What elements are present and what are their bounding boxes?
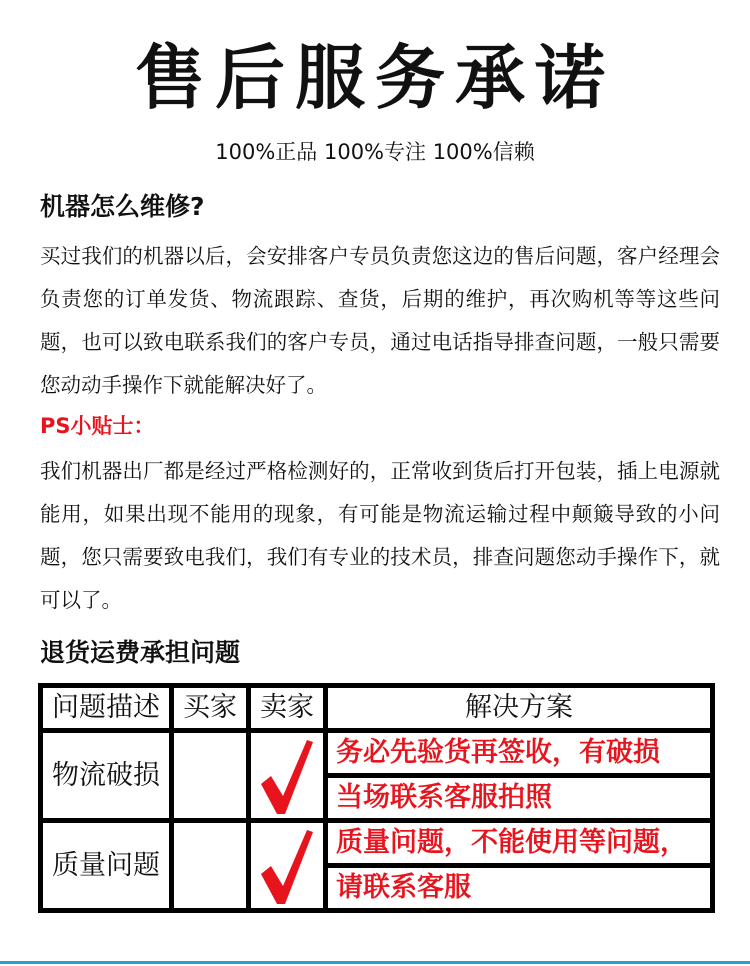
header-issue: 问题描述 — [43, 688, 169, 728]
tip-paragraph: 我们机器出厂都是经过严格检测好的，正常收到货后打开包装，插上电源就能用，如果出现不能用的现象，有可能是物流运输过程中颠簸导致的小问题，您只需要致电我们，我们有专业的技术员，排查问题您动手操作下，就可以了。 — [40, 459, 720, 612]
table-row — [43, 733, 710, 773]
return-policy-table — [38, 683, 715, 913]
header-seller: 卖家 — [251, 688, 323, 728]
section-heading-repair: 机器怎么维修? — [40, 192, 205, 221]
page-subtitle: 100%正品 100%专注 100%信赖 — [215, 140, 535, 164]
check-mark-icon — [259, 736, 315, 816]
buyer-cell — [174, 823, 246, 908]
page-title: 售后服务承诺 — [135, 37, 615, 119]
solution-line: 当场联系客服拍照 — [328, 778, 710, 818]
solution-line: 请联系客服 — [328, 868, 710, 908]
table-row — [43, 823, 710, 863]
header-solution: 解决方案 — [328, 688, 710, 728]
issue-cell: 质量问题 — [43, 823, 169, 908]
check-mark-icon — [259, 826, 315, 906]
section-heading-return-shipping: 退货运费承担问题 — [40, 638, 241, 667]
seller-cell — [251, 733, 323, 818]
repair-paragraph: 买过我们的机器以后，会安排客户专员负责您这边的售后问题，客户经理会负责您的订单发货、物流跟踪、查货，后期的维护，再次购机等等这些问题，也可以致电联系我们的客户专员，通过电话指导排查问题，一般只需要您动动手操作下就能解决好了。 — [40, 244, 720, 397]
header-buyer: 买家 — [174, 688, 246, 728]
solution-line: 务必先验货再签收，有破损 — [328, 733, 710, 773]
table-header-row — [43, 688, 710, 728]
issue-cell: 物流破损 — [43, 733, 169, 818]
tip-label: PS小贴士： — [40, 414, 155, 438]
bottom-divider — [0, 961, 750, 964]
seller-cell — [251, 823, 323, 908]
buyer-cell — [174, 733, 246, 818]
solution-line: 质量问题，不能使用等问题， — [328, 823, 710, 863]
